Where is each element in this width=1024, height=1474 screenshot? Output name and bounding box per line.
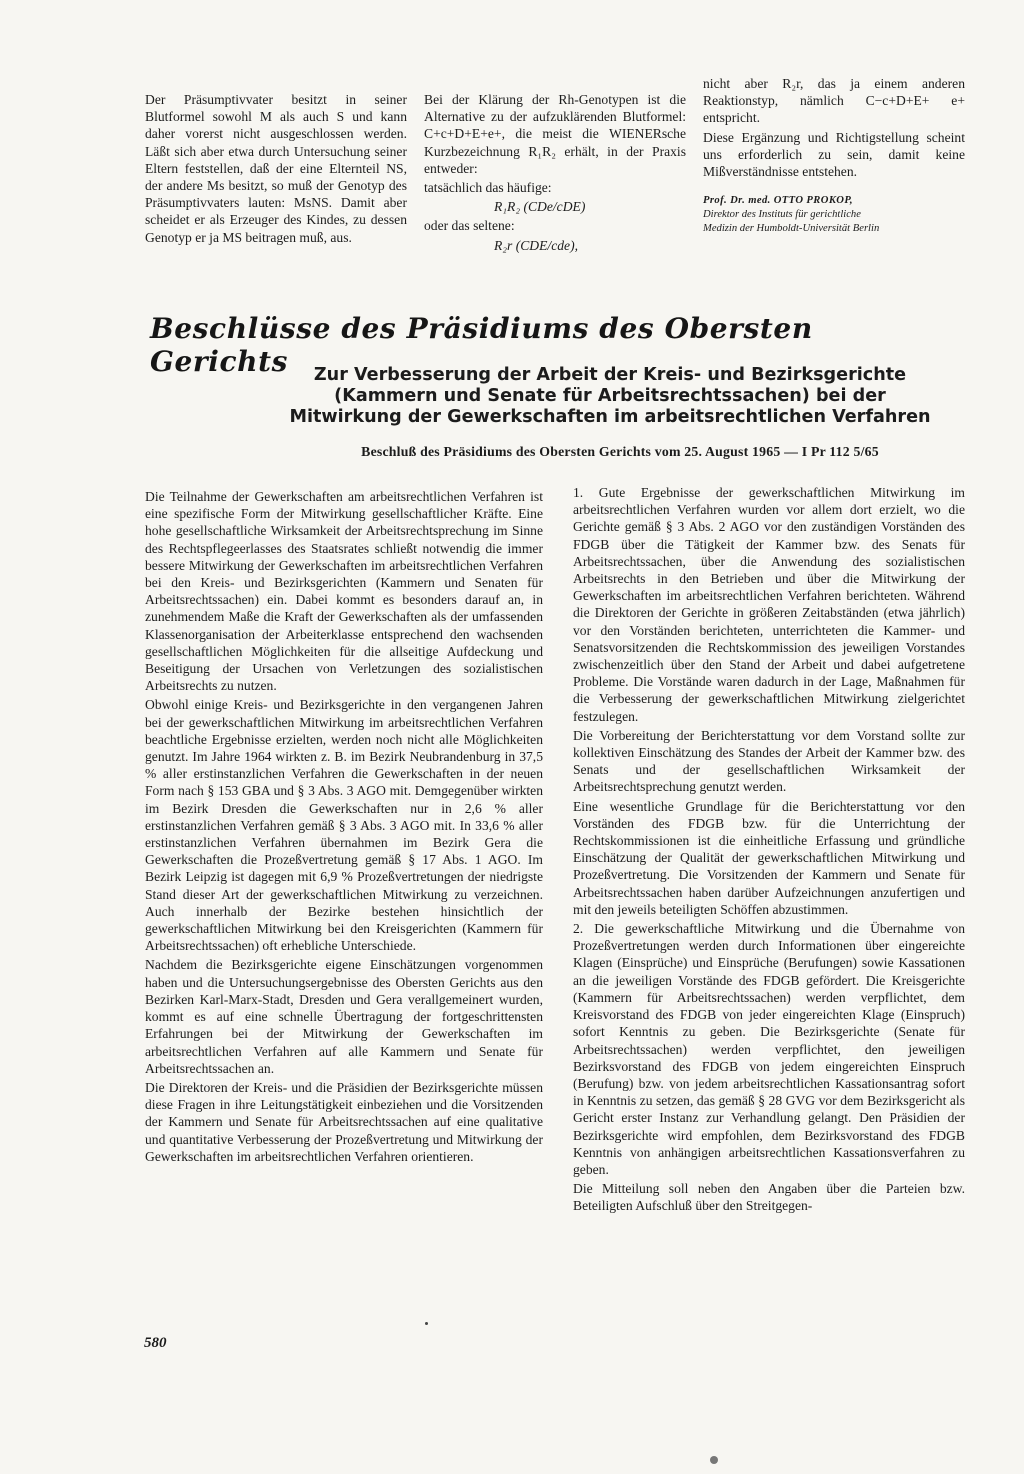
formula-r1r2: R₁R₂ (CDe/cDE) <box>494 199 586 215</box>
top-column-1 <box>145 91 407 248</box>
scan-mark <box>710 1456 718 1464</box>
page-number: 580 <box>144 1335 167 1351</box>
paragraph: Die Teilnahme der Gewerkschaften am arbeitsrechtlichen Verfahren ist eine spezifische Form der Mitwirkung gesellschaftlicher Kräfte. Eine hohe gesellschaftliche Wirksamkeit der Arbeitsrechtsprechung im Sinne des Rechtspflegeerlasses des Staatsrates schließt notwendig die immer bessere Mitwirkung der Gewerkschaften im arbeitsrechtlichen Verfahren bei den Kreis- und Bezirksgerichten (Kammern und Senaten für Arbeitsrechtssachen) ein. Dabei kommt es besonders darauf an, in zunehmendem Maße die Kraft der Gewerkschaften als der umfassenden Klassenorganisation der Arbeiterklasse entsprechend den wachsenden gesellschaftlichen Möglichkeiten für die allseitige Aufdeckung und Beseitigung der Ursachen von Verletzungen des sozialistischen Arbeitsrechts zu nutzen. <box>145 489 543 694</box>
section-title: Beschlüsse des Präsidiums des Obersten Gerichts <box>150 312 813 378</box>
formula-intro-frequent: tatsächlich das häufige: <box>424 180 552 196</box>
main-column-1 <box>145 488 543 1167</box>
author-affiliation-line: Direktor des Instituts für gerichtliche <box>703 209 861 221</box>
formula-r2r: R₂r (CDE/cde), <box>494 237 578 253</box>
decision-title: Zur Verbesserung der Arbeit der Kreis- und Bezirksgerichte (Kammern und Senate für Arbeitsrechtssachen) bei der Mitwirkung der Gewerkschaften im arbeitsrechtlichen Verfahren <box>289 365 931 427</box>
paragraph: Die Mitteilung soll neben den Angaben über die Parteien bzw. Beteiligten Aufschluß über den Streitgegen- <box>573 1181 965 1214</box>
paragraph: Bei der Klärung der Rh-Genotypen ist die Alternative zu der aufzuklärenden Blutformel: C+c+D+E+e+, die meist die WIENERsche Kurzbezeichnung R₁R₂ erhält, in der Praxis entweder: <box>424 92 686 176</box>
formula-intro-rare: oder das seltene: <box>424 218 515 234</box>
main-column-2 <box>573 484 965 1217</box>
paragraph: Obwohl einige Kreis- und Bezirksgerichte in den vergangenen Jahren bei der gewerkschaftlichen Mitwirkung im arbeitsrechtlichen Verfahren beachtliche Ergebnisse erzielten, werden noch nicht alle Möglichkeiten genutzt. Im Jahre 1964 wirkten z. B. im Bezirk Neubrandenburg in 37,5 % aller erstinstanzlichen Verfahren die Gewerkschaften in der neuen Form nach § 153 GBA und § 3 Abs. 3 AGO mit. Demgegenüber wirkten im Bezirk Dresden die Gewerkschaften nur in 2,6 % aller erstinstanzlichen Verfahren gemäß § 3 Abs. 3 AGO mit. In 33,6 % aller erstinstanzlichen Verfahren übernahmen im Bezirk Gera die Gewerkschaften die Prozeßvertretung gemäß § 17 Abs. 1 AGO. Im Bezirk Leipzig ist dagegen mit 6,9 % Prozeßvertretungen der niedrigste Stand dieser Art der gewerkschaftlichen Mitwirkung zu verzeichnen. Auch innerhalb der Bezirke bestehen hinsichtlich der gewerkschaftlichen Mitwirkung bei den Kreisgerichten (Kammern für Arbeitsrechtssachen) oft erhebliche Unterschiede. <box>145 697 543 954</box>
paragraph: 1. Gute Ergebnisse der gewerkschaftlichen Mitwirkung im arbeitsrechtlichen Verfahren wurden vor allem dort erzielt, wo die Gerichte gemäß § 3 Abs. 2 AGO vor den zuständigen Vorständen des FDGB über die Tätigkeit der Kammer bzw. des Senats für Arbeitsrechtssachen, über die Anwendung des sozialistischen Arbeitsrechts in den Betrieben und über die Mitwirkung der Gewerkschaften im arbeitsrechtlichen Verfahren berichteten. Während die Direktoren der Gerichte in größeren Zeitabständen (etwa jährlich) vor den Vorständen berichteten, unterrichteten die Kammer- und Senatsvorsitzenden die Rechtskommission des jeweiligen Vorstandes zwischenzeitlich über den Stand der Arbeit und dabei aufgetretene Probleme. Die Vorstände waren dadurch in der Lage, Maßnahmen für die Verbesserung der gewerkschaftlichen Mitwirkung zielgerichtet festzulegen. <box>573 485 965 724</box>
paragraph: Der Präsumptivvater besitzt in seiner Blutformel sowohl M als auch S und kann daher vorerst nicht ausgeschlossen werden. Läßt sich aber etwa durch Untersuchung seiner Eltern feststellen, daß der eine Elternteil NS, der andere Ms besitzt, so muß der Genotyp des Präsumptivvaters lauten: MsNS. Damit aber scheidet er als Erzeuger des Kindes, zu dessen Genotyp er ja MS beitragen muß, aus. <box>145 92 407 245</box>
paragraph: Nachdem die Bezirksgerichte eigene Einschätzungen vorgenommen haben und die Untersuchungsergebnisse des Obersten Gerichts aus den Bezirken Karl-Marx-Stadt, Dresden und Gera verallgemeinert wurden, kommt es auf eine schnelle Übertragung der fortgeschrittensten Erfahrungen bei der Mitwirkung der Gewerkschaften im arbeitsrechtlichen Verfahren auf alle Kammern und Senate für Arbeitsrechtssachen an. <box>145 957 543 1076</box>
author-affiliation-line: Medizin der Humboldt-Universität Berlin <box>703 223 880 235</box>
top-column-3 <box>703 75 965 236</box>
paragraph: Diese Ergänzung und Richtigstellung scheint uns erforderlich zu sein, damit keine Mißverständnisse entstehen. <box>703 129 965 180</box>
author-signature <box>703 194 965 236</box>
top-column-2 <box>424 91 686 256</box>
paragraph: Die Vorbereitung der Berichterstattung vor dem Vorstand sollte zur kollektiven Einschätzung des Standes der Arbeit der Kammer bzw. des Senats und der gesellschaftlichen Wirksamkeit der Arbeitsrechtsprechung genutzt werden. <box>573 727 965 795</box>
author-name: Prof. Dr. med. OTTO PROKOP, <box>703 195 853 207</box>
paragraph: 2. Die gewerkschaftliche Mitwirkung und die Übernahme von Prozeßvertretungen werden durch Informationen über eingereichte Klagen (Einsprüche) und Einsprüche (Berufungen) sowie Kassationen an die jeweiligen Vorstände des FDGB gefördert. Die Kreisgerichte (Kammern für Arbeitsrechtssachen) werden verpflichtet, dem Kreisvorstand des FDGB von jeder eingereichten Klage (Einspruch) sofort Kenntnis zu geben. Die Bezirksgerichte (Senate für Arbeitsrechtssachen) werden verpflichtet, den jeweiligen Bezirksvorstand des FDGB von jedem eingereichten Einspruch (Berufung) bzw. von jedem arbeitsrechtlichen Kassationsantrag sofort in Kenntnis zu setzen, das gemäß § 28 GVG vor dem Bezirksgericht als Gericht erster Instanz zur Verhandlung gelangt. Den Präsidien der Bezirksgerichte wird empfohlen, dem Bezirksvorstand des FDGB Kenntnis von anhängigen arbeitsrechtlichen Kassationsverfahren zu geben. <box>573 921 965 1177</box>
print-dot-mark <box>425 1322 428 1325</box>
paragraph: Die Direktoren der Kreis- und die Präsidien der Bezirksgerichte müssen diese Fragen in ihre Leitungstätigkeit einbeziehen und die Vorsitzenden der Kammern und Senate für Arbeitsrechtssachen auf eine qualitative und quantitative Verbesserung der Prozeßvertretung und Mitwirkung der Gewerkschaften im arbeitsrechtlichen Verfahren orientieren. <box>145 1079 543 1164</box>
decision-reference: Beschluß des Präsidiums des Obersten Gerichts vom 25. August 1965 — I Pr 112 5/65 <box>361 444 879 459</box>
paragraph: nicht aber R₂r, das ja einem anderen Reaktionstyp, nämlich C−c+D+E+ e+ entspricht. <box>703 76 965 126</box>
paragraph: Eine wesentliche Grundlage für die Berichterstattung vor den Vorständen des FDGB bzw. für die Unterrichtung der Rechtskommissionen ist die einheitliche Erfassung und gründliche Einschätzung der Qualität der gewerkschaftlichen Mitwirkung und Prozeßvertretung. Die Vorsitzenden der Kammern und Senate für Arbeitsrechtssachen haben darüber Aufzeichnungen anzufertigen und mit den jeweils beteiligten Schöffen abzustimmen. <box>573 798 965 917</box>
